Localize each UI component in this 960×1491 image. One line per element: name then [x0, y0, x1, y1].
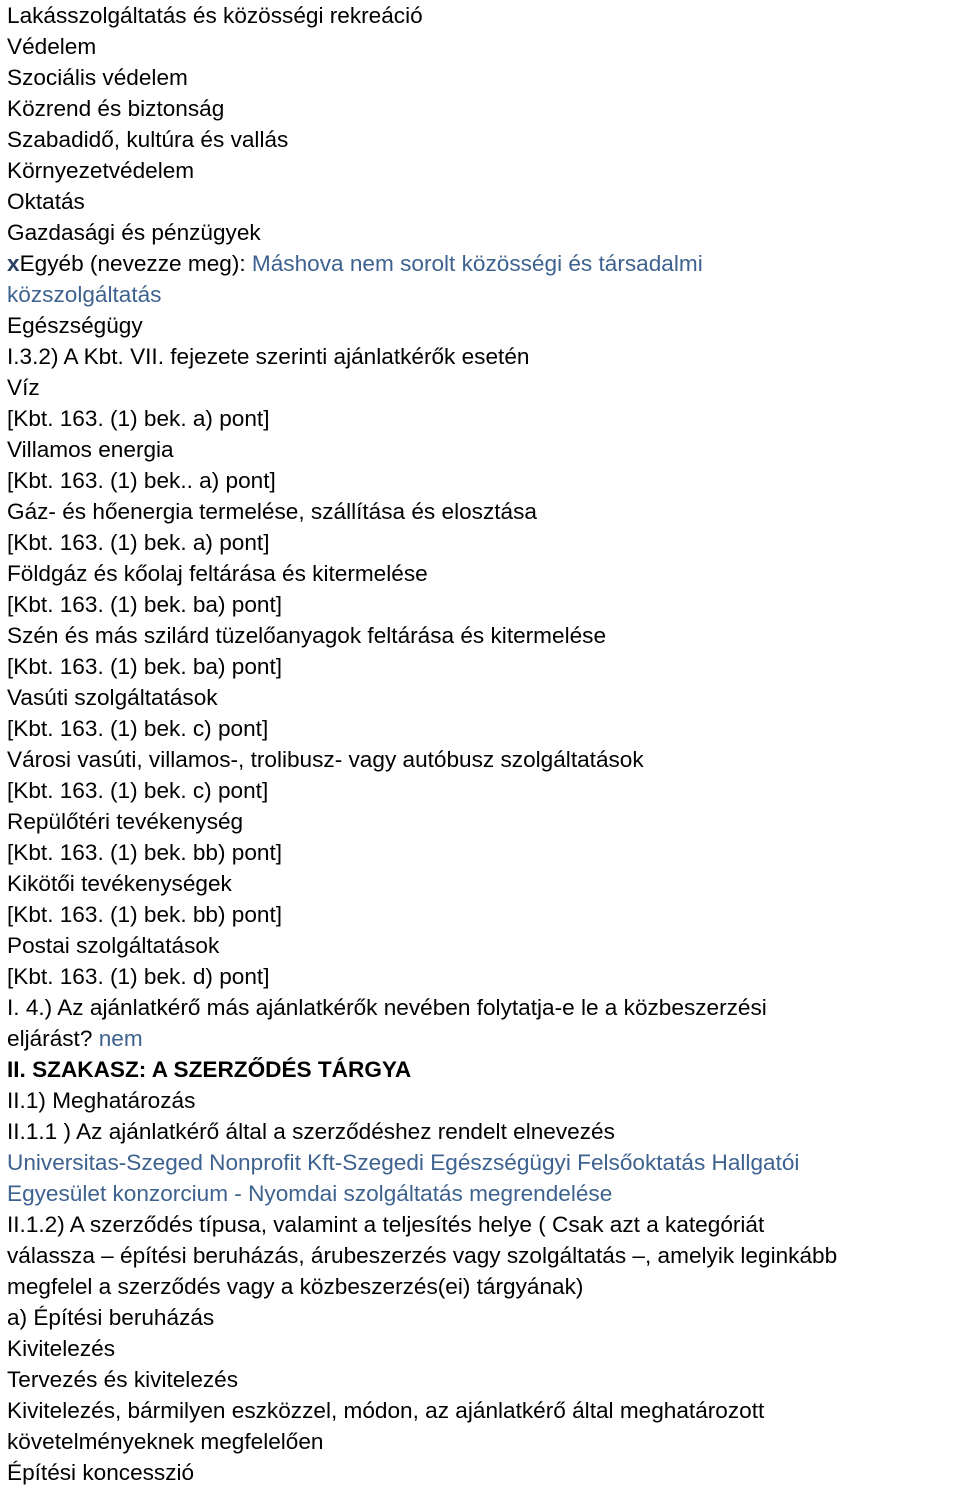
kbt-item-ref: [Kbt. 163. (1) bek. bb) pont]	[7, 902, 283, 927]
kbt-item-ref: [Kbt. 163. (1) bek. d) pont]	[7, 964, 270, 989]
works-execution: Kivitelezés	[7, 1336, 115, 1361]
activity-item: Környezetvédelem	[7, 158, 195, 183]
activity-item: Szabadidő, kultúra és vallás	[7, 127, 289, 152]
kbt-item-label: Postai szolgáltatások	[7, 933, 220, 958]
other-label: Egyéb (nevezze meg):	[19, 251, 252, 276]
kbt-item-label: Kikötői tevékenységek	[7, 871, 232, 896]
kbt-item-label: Szén és más szilárd tüzelőanyagok feltárása és kitermelése	[7, 623, 607, 648]
kbt-item-ref: [Kbt. 163. (1) bek.. a) pont]	[7, 468, 276, 493]
works-design-execution: Tervezés és kivitelezés	[7, 1367, 239, 1392]
kbt-item-ref: [Kbt. 163. (1) bek. a) pont]	[7, 406, 270, 431]
section-i32-heading: I.3.2) A Kbt. VII. fejezete szerinti ajánlatkérők esetén	[7, 344, 530, 369]
kbt-item-label: Városi vasúti, villamos-, trolibusz- vagy autóbusz szolgáltatások	[7, 747, 644, 772]
selected-mark: x	[7, 251, 20, 276]
activity-item: Szociális védelem	[7, 65, 188, 90]
section-i4-question-cont	[7, 1023, 960, 1054]
section-ii-heading: II. SZAKASZ: A SZERZŐDÉS TÁRGYA	[7, 1057, 412, 1082]
kbt-item-ref: [Kbt. 163. (1) bek. ba) pont]	[7, 654, 283, 679]
kbt-item-label: Vasúti szolgáltatások	[7, 685, 218, 710]
kbt-item-ref: [Kbt. 163. (1) bek. c) pont]	[7, 778, 269, 803]
activity-item: Oktatás	[7, 189, 85, 214]
kbt-item-ref: [Kbt. 163. (1) bek. c) pont]	[7, 716, 269, 741]
kbt-item-ref: [Kbt. 163. (1) bek. ba) pont]	[7, 592, 283, 617]
kbt-item-label: Gáz- és hőenergia termelése, szállítása és elosztása	[7, 499, 537, 524]
activity-item: Gazdasági és pénzügyek	[7, 220, 261, 245]
works-any-means: Kivitelezés, bármilyen eszközzel, módon, az ajánlatkérő által meghatározott	[7, 1398, 765, 1423]
section-ii12-heading: II.1.2) A szerződés típusa, valamint a teljesítés helye ( Csak azt a kategóriát	[7, 1212, 765, 1237]
kbt-item-ref: [Kbt. 163. (1) bek. a) pont]	[7, 530, 270, 555]
activity-item: Lakásszolgáltatás és közösségi rekreáció	[7, 3, 423, 28]
other-value: Máshova nem sorolt közösségi és társadalmi	[251, 251, 703, 276]
section-ii11-heading: II.1.1 ) Az ajánlatkérő által a szerződéshez rendelt elnevezés	[7, 1119, 615, 1144]
kbt-item-label: Villamos energia	[7, 437, 174, 462]
contract-name-cont: Egyesület konzorcium - Nyomdai szolgáltatás megrendelése	[7, 1181, 613, 1206]
contract-name: Universitas-Szeged Nonprofit Kft-Szegedi Egészségügyi Felsőoktatás Hallgatói	[7, 1150, 800, 1175]
other-value-cont: közszolgáltatás	[7, 282, 162, 307]
works-option: a) Építési beruházás	[7, 1305, 215, 1330]
section-ii12-heading-cont: válassza – építési beruházás, árubeszerzés vagy szolgáltatás –, amelyik leginkább	[7, 1243, 838, 1268]
section-i4-question-end: eljárást?	[7, 1026, 99, 1051]
works-concession: Építési koncesszió	[7, 1460, 195, 1485]
activity-other	[7, 248, 960, 279]
section-i4-answer: nem	[98, 1026, 143, 1051]
kbt-item-label: Víz	[7, 375, 40, 400]
section-ii12-heading-cont: megfelel a szerződés vagy a közbeszerzés(ei) tárgyának)	[7, 1274, 584, 1299]
kbt-item-label: Földgáz és kőolaj feltárása és kitermelése	[7, 561, 428, 586]
activity-item: Közrend és biztonság	[7, 96, 225, 121]
works-any-means-cont: követelményeknek megfelelően	[7, 1429, 324, 1454]
kbt-item-label: Repülőtéri tevékenység	[7, 809, 244, 834]
section-ii1-heading: II.1) Meghatározás	[7, 1088, 196, 1113]
kbt-item-ref: [Kbt. 163. (1) bek. bb) pont]	[7, 840, 283, 865]
activity-item: Védelem	[7, 34, 97, 59]
section-i4-question: I. 4.) Az ajánlatkérő más ajánlatkérők nevében folytatja-e le a közbeszerzési	[7, 995, 767, 1020]
activity-item: Egészségügy	[7, 313, 143, 338]
